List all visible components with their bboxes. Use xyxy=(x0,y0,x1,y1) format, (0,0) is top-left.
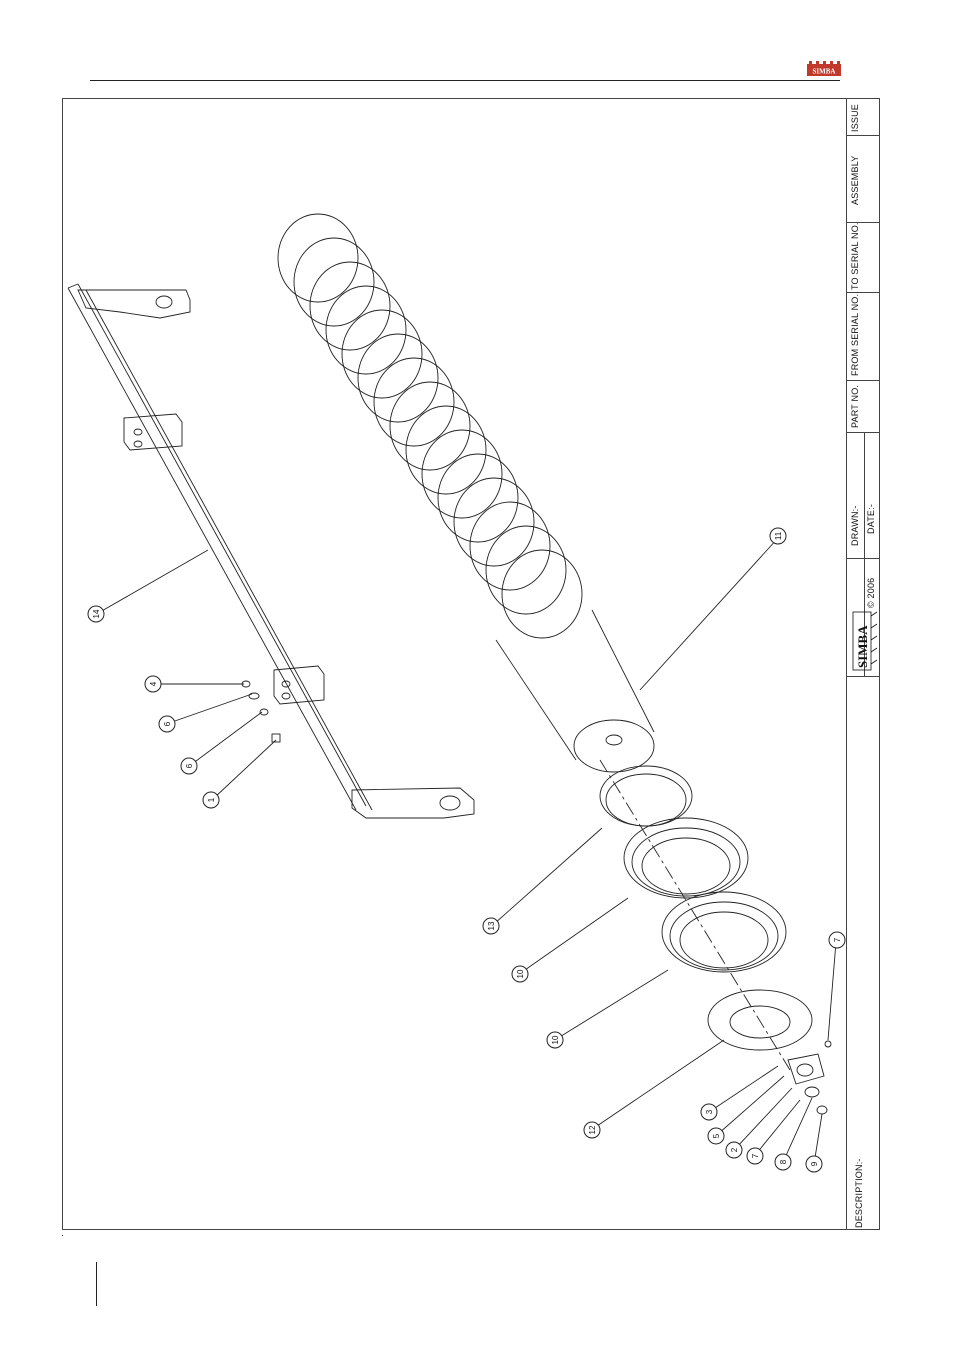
svg-text:6: 6 xyxy=(163,721,172,727)
margin-mark xyxy=(62,1235,63,1236)
roller xyxy=(278,214,654,772)
callout-8 xyxy=(775,1154,791,1170)
svg-text:14: 14 xyxy=(92,609,101,619)
description-label: DESCRIPTION:- xyxy=(854,1158,864,1228)
callout-9 xyxy=(806,1156,822,1172)
svg-text:6: 6 xyxy=(185,763,194,769)
callout-6-b xyxy=(181,758,197,774)
callout-12 xyxy=(584,1122,600,1138)
callout-4 xyxy=(145,676,161,692)
callout-13 xyxy=(483,918,499,934)
gutter-rule xyxy=(96,1262,97,1306)
callout-7-b xyxy=(747,1148,763,1164)
svg-text:4: 4 xyxy=(149,681,158,687)
callout-11 xyxy=(770,528,786,544)
callout-14 xyxy=(88,606,104,622)
to-serial-label: TO SERIAL NO. xyxy=(850,222,860,290)
leader-lines xyxy=(100,538,836,1167)
date-label: DATE:- xyxy=(866,503,876,534)
part-no-label: PART NO. xyxy=(850,384,860,428)
logo-text: SIMBA xyxy=(812,67,836,76)
svg-text:10: 10 xyxy=(551,1035,560,1045)
callout-5 xyxy=(708,1128,724,1144)
from-serial-label: FROM SERIAL NO. xyxy=(850,293,860,376)
svg-text:7: 7 xyxy=(833,937,842,943)
svg-text:10: 10 xyxy=(516,969,525,979)
callout-10-b xyxy=(547,1032,563,1048)
issue-label: ISSUE xyxy=(850,103,860,132)
svg-text:11: 11 xyxy=(774,531,783,541)
ring-13 xyxy=(600,766,692,826)
copyright-label: © 2006 xyxy=(866,577,876,608)
svg-text:12: 12 xyxy=(588,1125,597,1135)
svg-text:3: 3 xyxy=(705,1109,714,1115)
callout-10-a xyxy=(512,966,528,982)
disc-10-lower xyxy=(662,892,786,972)
svg-text:1: 1 xyxy=(207,797,216,803)
svg-text:2: 2 xyxy=(730,1147,739,1153)
assembly-label: ASSEMBLY xyxy=(850,155,860,205)
callouts xyxy=(88,528,845,1172)
callout-1 xyxy=(203,792,219,808)
callout-2 xyxy=(726,1142,742,1158)
callout-3 xyxy=(701,1104,717,1120)
frame-bar xyxy=(68,284,474,818)
svg-text:8: 8 xyxy=(779,1159,788,1165)
callout-7-a xyxy=(829,932,845,948)
plate-12 xyxy=(708,990,812,1050)
svg-text:13: 13 xyxy=(487,921,496,931)
drawn-label: DRAWN:- xyxy=(850,505,860,546)
svg-text:5: 5 xyxy=(712,1133,721,1139)
brand-text: SIMBA xyxy=(855,625,870,668)
callout-6-a xyxy=(159,716,175,732)
svg-text:7: 7 xyxy=(751,1153,760,1159)
svg-text:9: 9 xyxy=(810,1161,819,1167)
